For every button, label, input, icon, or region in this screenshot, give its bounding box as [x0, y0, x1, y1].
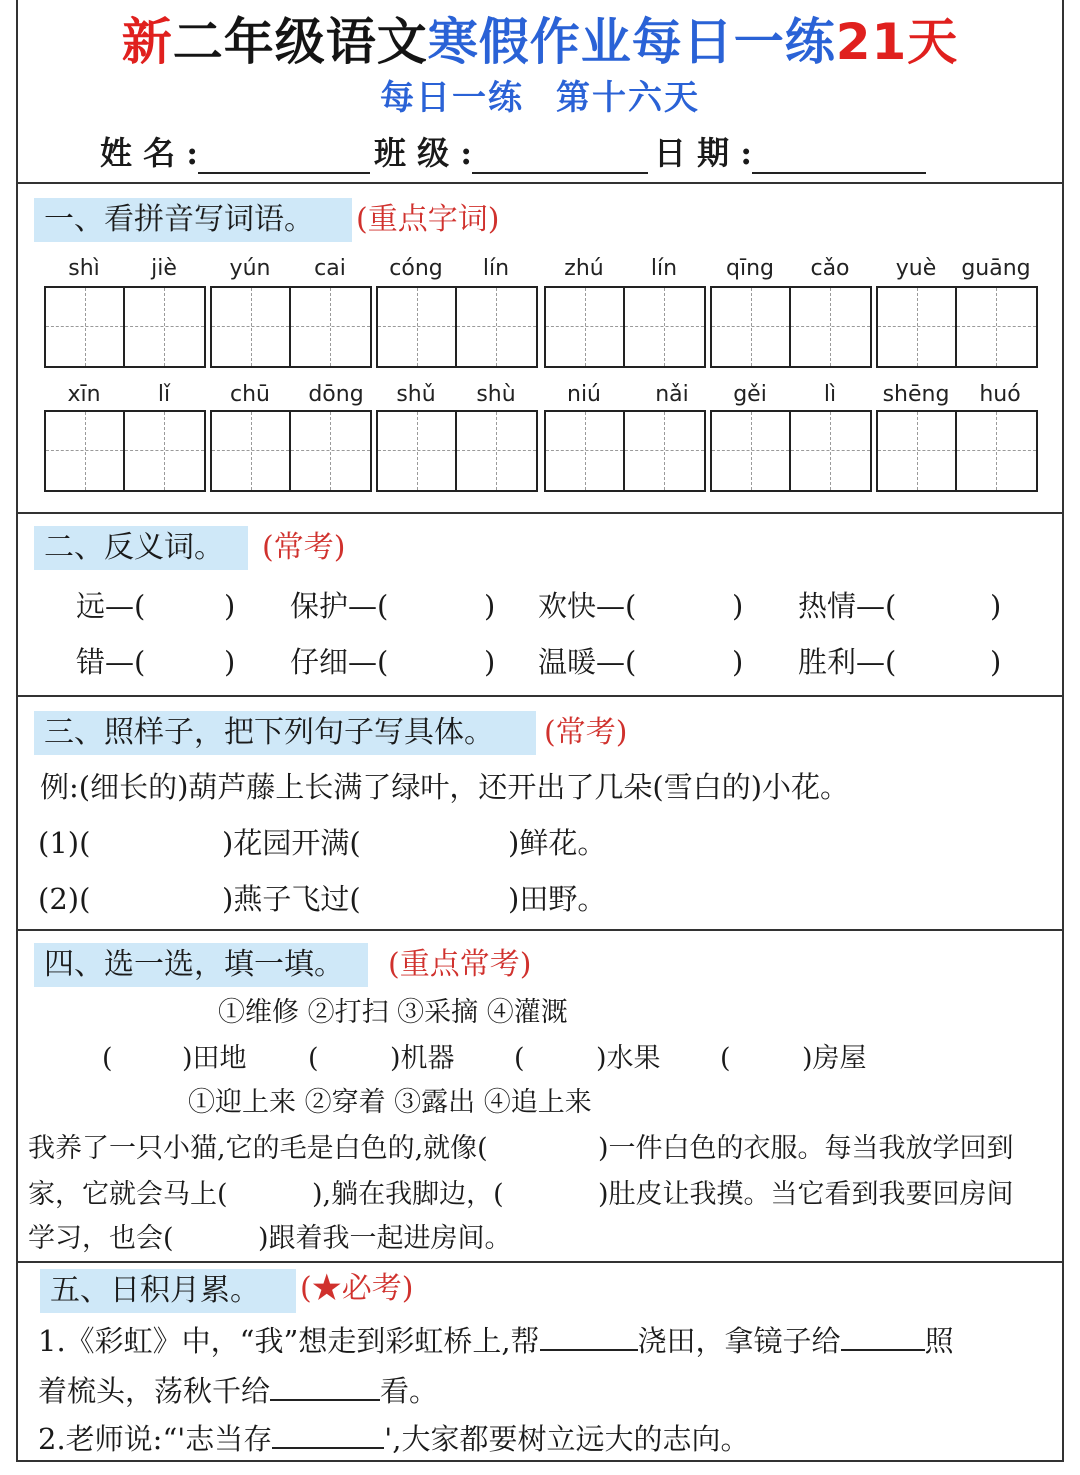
section4-heading: 四、选一选，填一填。: [34, 943, 368, 987]
name-field[interactable]: [100, 128, 370, 174]
answer-blank[interactable]: [540, 1317, 638, 1351]
subtitle-left: 每日一练: [380, 78, 524, 118]
antonym-prompt: 远—(: [76, 589, 146, 623]
writing-grid[interactable]: [876, 286, 1038, 368]
fill-word: )房屋: [802, 1043, 867, 1074]
q1-text-a: 1.《彩虹》中，“我”想走到彩虹桥上,帮: [38, 1324, 540, 1358]
class-field[interactable]: [374, 128, 648, 174]
q1-line1: [38, 1317, 954, 1361]
section5-tag: (★必考): [300, 1271, 414, 1306]
writing-grid[interactable]: [876, 410, 1038, 492]
section-choose-fill: [18, 929, 1062, 1261]
title-part-1: 新: [121, 13, 173, 71]
paragraph-line1-b: )一件白色的衣服。每当我放学回到: [598, 1133, 1014, 1164]
writing-grid[interactable]: [376, 286, 538, 368]
pinyin: cóng: [389, 256, 443, 281]
antonym-close: ): [224, 589, 236, 623]
pinyin: shēng: [882, 382, 950, 407]
writing-grid[interactable]: [710, 410, 872, 492]
antonym-close: ): [484, 645, 496, 679]
q1-text-c: 照: [924, 1324, 954, 1358]
antonym-close: ): [732, 589, 744, 623]
writing-grid[interactable]: [710, 286, 872, 368]
q1-part-a: (1)(: [38, 826, 91, 860]
title-part-4: 21天: [835, 13, 959, 71]
pinyin: xīn: [67, 382, 101, 407]
answer-blank[interactable]: [841, 1317, 925, 1351]
section3-heading: 三、照样子，把下列句子写具体。: [34, 711, 536, 755]
class-label: 班 级 :: [374, 134, 473, 172]
pinyin: lín: [482, 256, 510, 281]
q1-line2: [38, 1367, 438, 1411]
pinyin: chū: [230, 382, 270, 407]
pinyin: shì: [68, 256, 100, 281]
antonym-prompt: 仔细—(: [290, 645, 389, 679]
worksheet: [16, 0, 1064, 1462]
fill-open: (: [720, 1043, 731, 1074]
pinyin: lì: [823, 382, 837, 407]
writing-grid[interactable]: [210, 410, 372, 492]
section5-heading: 五、日积月累。: [40, 1269, 296, 1313]
antonym-prompt: 胜利—(: [798, 645, 897, 679]
fill-word: )水果: [596, 1043, 661, 1074]
section-accumulation: [18, 1261, 1062, 1462]
section-antonyms: [18, 512, 1062, 695]
antonym-close: ): [224, 645, 236, 679]
name-label: 姓 名 :: [100, 134, 199, 172]
paragraph-line3-a: 学习，也会(: [28, 1223, 174, 1254]
pinyin: cai: [314, 256, 346, 281]
antonym-close: ): [990, 589, 1002, 623]
q2-part-b: )燕子飞过(: [222, 882, 361, 916]
writing-grid[interactable]: [44, 286, 206, 368]
pinyin: cǎo: [810, 256, 850, 281]
pinyin: dōng: [308, 382, 364, 407]
pinyin: lǐ: [157, 382, 171, 407]
page-title: [18, 10, 1062, 74]
antonym-prompt: 热情—(: [798, 589, 897, 623]
pinyin: qīng: [726, 256, 774, 281]
q1-text-b: 浇田，拿镜子给: [637, 1324, 841, 1358]
paragraph-line3-b: )跟着我一起进房间。: [258, 1223, 512, 1254]
pinyin: yuè: [895, 256, 937, 281]
q1-part-c: )鲜花。: [508, 826, 607, 860]
pinyin: shǔ: [396, 382, 436, 407]
date-blank[interactable]: [752, 136, 926, 174]
q2-text-b: ',大家都要树立远大的志向。: [384, 1422, 750, 1456]
class-blank[interactable]: [472, 136, 648, 174]
paragraph-line2-c: )肚皮让我摸。当它看到我要回房间: [598, 1179, 1014, 1210]
fill-word: )机器: [390, 1043, 455, 1074]
section2-tag: (常考): [262, 530, 346, 565]
options-group-2: ①迎上来 ②穿着 ③露出 ④追上来: [188, 1087, 592, 1118]
options-group-1: ①维修 ②打扫 ③采摘 ④灌溉: [218, 997, 568, 1028]
paragraph-line2-b: ),躺在我脚边，(: [312, 1179, 504, 1210]
q2-part-a: (2)(: [38, 882, 91, 916]
q1-text-d: 着梳头，荡秋千给: [38, 1374, 271, 1408]
pinyin: lín: [650, 256, 678, 281]
pinyin: nǎi: [655, 382, 689, 407]
antonym-close: ): [732, 645, 744, 679]
antonym-close: ): [484, 589, 496, 623]
section4-tag: (重点常考): [388, 947, 532, 982]
writing-grid[interactable]: [544, 286, 706, 368]
fill-open: (: [102, 1043, 113, 1074]
pinyin: zhú: [564, 256, 604, 281]
title-part-2: 二年级语文: [172, 13, 428, 71]
name-blank[interactable]: [198, 136, 370, 174]
page-subtitle: [18, 70, 1062, 119]
q1-part-b: )花园开满(: [222, 826, 361, 860]
antonym-prompt: 错—(: [76, 645, 146, 679]
pinyin: guāng: [961, 256, 1031, 281]
section3-tag: (常考): [544, 715, 628, 750]
q1-text-e: 看。: [380, 1374, 439, 1408]
writing-grid[interactable]: [376, 410, 538, 492]
pinyin: jiè: [151, 256, 177, 281]
antonym-prompt: 欢快—(: [538, 589, 637, 623]
paragraph-line2-a: 家，它就会马上(: [28, 1179, 228, 1210]
antonym-prompt: 温暖—(: [538, 645, 637, 679]
section-sentences: [18, 695, 1062, 929]
q2-part-c: )田野。: [508, 882, 607, 916]
writing-grid[interactable]: [544, 410, 706, 492]
section-pinyin: [18, 182, 1062, 512]
antonym-prompt: 保护—(: [290, 589, 389, 623]
fill-open: (: [308, 1043, 319, 1074]
section2-heading: 二、反义词。: [34, 526, 248, 570]
writing-grid[interactable]: [44, 410, 206, 492]
pinyin: gěi: [733, 382, 767, 407]
title-part-3: 寒假作业每日一练: [427, 13, 836, 71]
writing-grid[interactable]: [210, 286, 372, 368]
section1-tag: (重点字词): [356, 202, 500, 237]
pinyin: shù: [476, 382, 516, 407]
antonym-close: ): [990, 645, 1002, 679]
subtitle-right: 第十六天: [556, 78, 700, 118]
answer-blank[interactable]: [272, 1415, 384, 1449]
date-label: 日 期 :: [654, 134, 753, 172]
example-sentence: 例:(细长的)葫芦藤上长满了绿叶，还开出了几朵(雪白的)小花。: [40, 770, 850, 804]
pinyin: huó: [979, 382, 1021, 407]
q2-text-a: 2.老师说:“'志当存: [38, 1422, 273, 1456]
fill-word: )田地: [182, 1043, 247, 1074]
q2-line: [38, 1415, 749, 1459]
date-field[interactable]: [654, 128, 926, 174]
fill-open: (: [514, 1043, 525, 1074]
section1-heading: 一、看拼音写词语。: [34, 198, 352, 242]
paragraph-line1-a: 我养了一只小猫,它的毛是白色的,就像(: [28, 1133, 488, 1164]
pinyin: niú: [567, 382, 601, 407]
pinyin: yún: [229, 256, 271, 281]
answer-blank[interactable]: [270, 1367, 380, 1401]
